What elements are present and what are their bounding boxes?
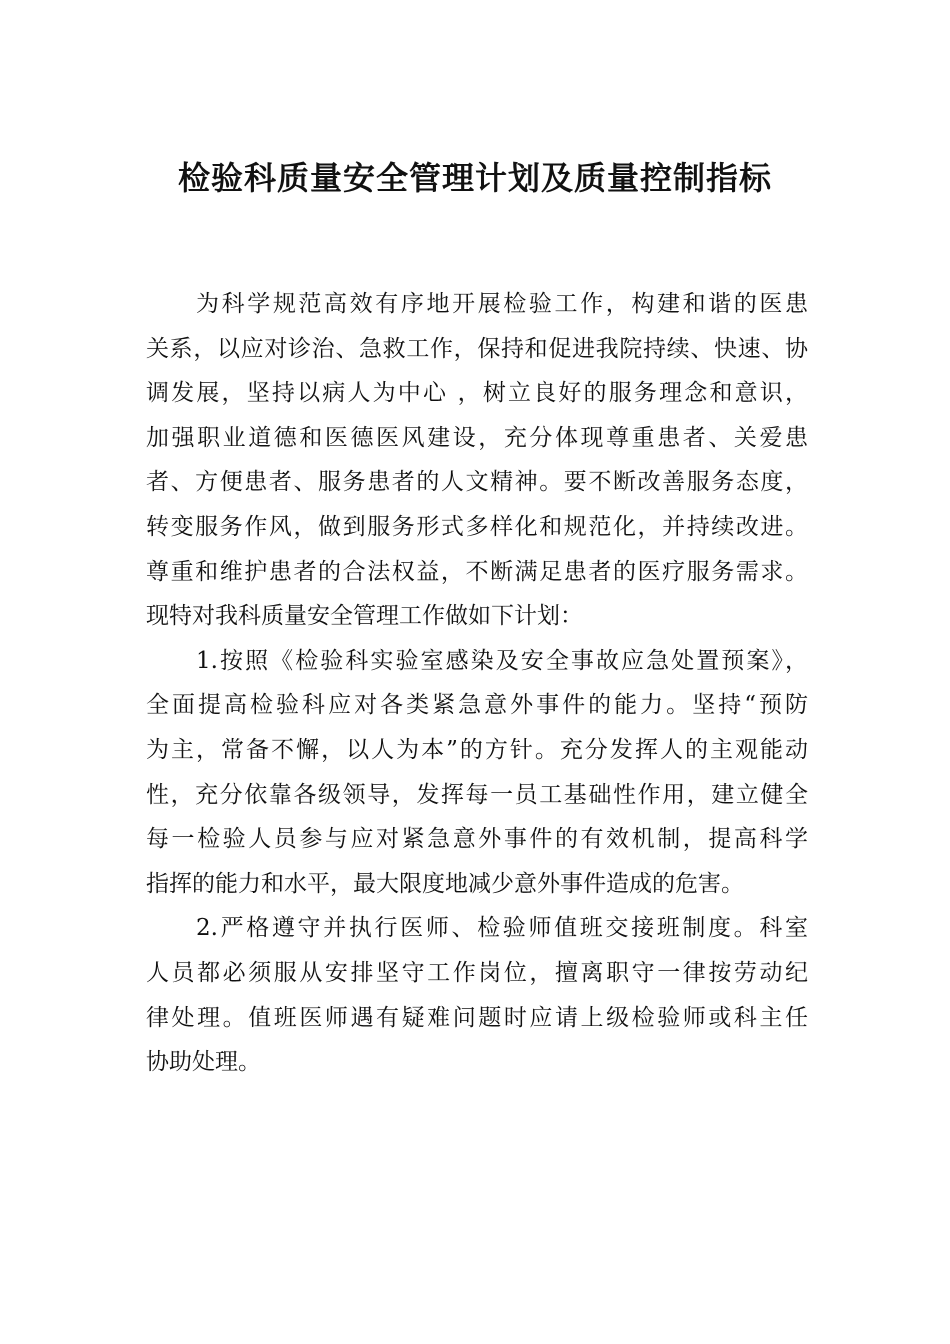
paragraph-item-1 <box>146 639 808 907</box>
document-body <box>146 282 808 1085</box>
text-line: 转变服务作风，做到服务形式多样化和规范化，并持续改进。 <box>146 513 808 540</box>
text-line: 全面提高检验科应对各类紧急意外事件的能力。坚持“预防 <box>146 692 808 719</box>
text-line: 指挥的能力和水平，最大限度地减少意外事件造成的危害。 <box>146 870 744 897</box>
paragraph-intro <box>146 282 808 639</box>
text-line: 者、方便患者、服务患者的人文精神。要不断改善服务态度， <box>146 469 808 496</box>
text-line: 为主，常备不懈，以人为本”的方针。充分发挥人的主观能动 <box>146 736 808 763</box>
text-line: 性，充分依靠各级领导，发挥每一员工基础性作用，建立健全 <box>146 781 808 808</box>
text-line: 律处理。值班医师遇有疑难问题时应请上级检验师或科主任 <box>146 1004 808 1031</box>
text-line: 为科学规范高效有序地开展检验工作，构建和谐的医患 <box>196 291 808 317</box>
text-line: 加强职业道德和医德医风建设，充分体现尊重患者、关爱患 <box>146 424 808 451</box>
text-line: 尊重和维护患者的合法权益，不断满足患者的医疗服务需求。 <box>146 558 808 585</box>
text-line: 现特对我科质量安全管理工作做如下计划： <box>146 603 583 630</box>
text-line: 每一检验人员参与应对紧急意外事件的有效机制，提高科学 <box>146 826 808 853</box>
text-line: 2.严格遵守并执行医师、检验师值班交接班制度。科室 <box>196 915 808 942</box>
text-line: 关系，以应对诊治、急救工作，保持和促进我院持续、快速、协 <box>146 335 808 362</box>
text-line: 人员都必须服从安排坚守工作岗位，擅离职守一律按劳动纪 <box>146 959 808 986</box>
paragraph-item-2 <box>146 906 808 1084</box>
text-line: 1.按照《检验科实验室感染及安全事故应急处置预案》， <box>196 647 808 674</box>
document-title: 检验科质量安全管理计划及质量控制指标 <box>177 159 772 197</box>
text-line: 调发展，坚持以病人为中心 ，树立良好的服务理念和意识， <box>146 380 808 407</box>
text-line: 协助处理。 <box>146 1049 261 1076</box>
